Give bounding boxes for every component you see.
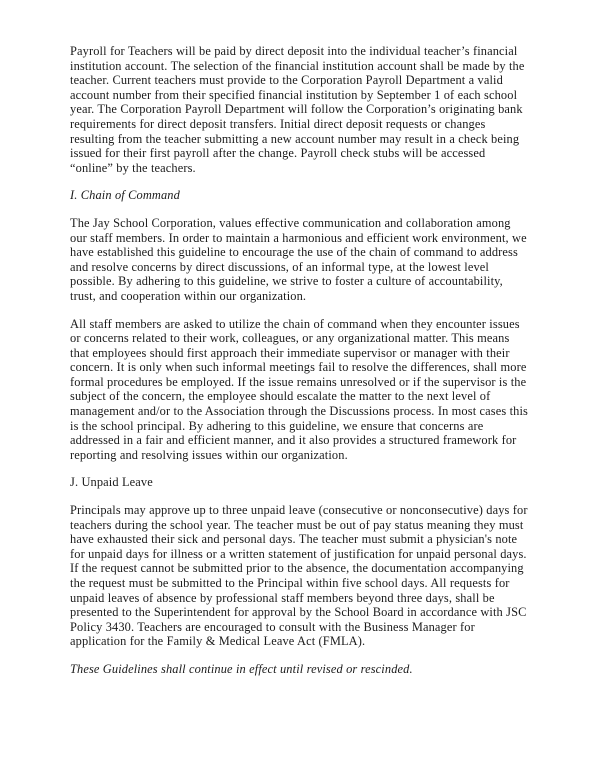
paragraph-chain-of-command-1: The Jay School Corporation, values effective communication and collaboration among our staff members. In order to maintain a harmonious and efficient work environment, we have established this guideline to encourage the use of the chain of command to address and resolve concerns by direct discussions, of an informal type, at the lowest level possible. By adhering to this guideline, we strive to foster a culture of accountability, trust, and cooperation within our organization. (70, 215, 527, 303)
section-heading-unpaid-leave: J. Unpaid Leave (70, 475, 153, 490)
closing-statement: These Guidelines shall continue in effect until revised or rescinded. (70, 661, 413, 676)
document-body (70, 44, 530, 677)
paragraph-chain-of-command-2: All staff members are asked to utilize the chain of command when they encounter issues or concerns related to their work, colleagues, or any organizational matter. This means that employees should first approach their immediate supervisor or manager with their concern. It is only when such informal meetings fail to resolve the differences, shall more formal procedures be employed. If the issue remains unresolved or if the supervisor is the subject of the concern, the employee should escalate the matter to the next level of management and/or to the Association through the Discussions process. In most cases this is the school principal. By adhering to this guideline, we ensure that concerns are addressed in a fair and efficient manner, and it also provides a structured framework for reporting and resolving issues within our organization. (70, 316, 528, 462)
paragraph-unpaid-leave: Principals may approve up to three unpaid leave (consecutive or nonconsecutive) days for teachers during the school year. The teacher must be out of pay status meaning they must have exhausted their sick and personal days. The teacher must submit a physician's note for unpaid days for illness or a written statement of justification for unpaid personal days. If the request cannot be submitted prior to the absence, the documentation accompanying the request must be submitted to the Principal within five school days. All requests for unpaid leaves of absence by professional staff members beyond three days, shall be presented to the Superintendent for approval by the School Board in accordance with JSC Policy 3430. Teachers are encouraged to consult with the Business Manager for application for the Family & Medical Leave Act (FMLA). (70, 503, 528, 649)
section-heading-chain-of-command: I. Chain of Command (70, 188, 180, 203)
paragraph-payroll: Payroll for Teachers will be paid by direct deposit into the individual teacher’s financial institution account. The selection of the financial institution account shall be made by the teacher. Current teachers must provide to the Corporation Payroll Department a valid account number from their specified financial institution by September 1 of each school year. The Corporation Payroll Department will follow the Corporation’s originating bank requirements for direct deposit transfers. Initial direct deposit requests or changes resulting from the teacher submitting a new account number may result in a check being issued for their first payroll after the change. Payroll check stubs will be accessed “online” by the teachers. (70, 44, 525, 175)
